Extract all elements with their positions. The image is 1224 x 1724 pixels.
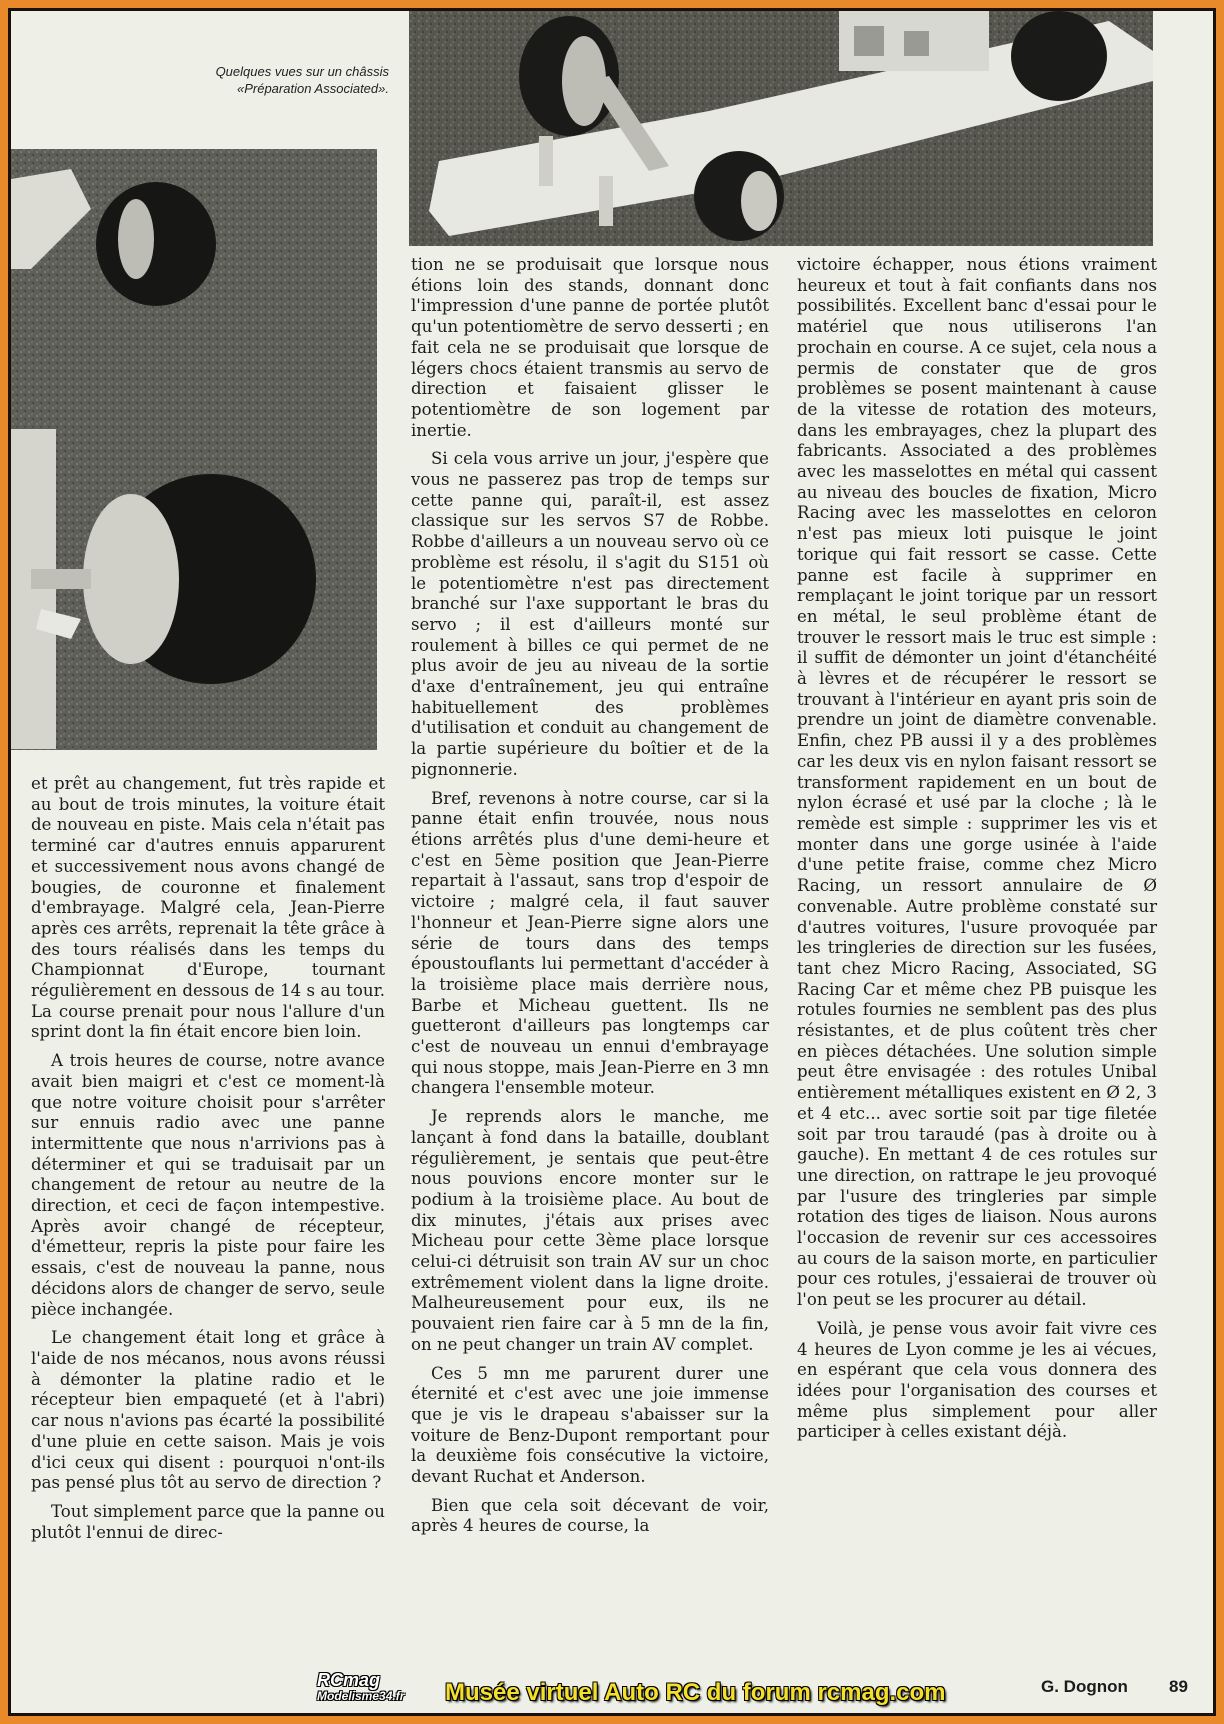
page-number: 89 <box>1169 1677 1188 1696</box>
caption-line-1: Quelques vues sur un châssis <box>215 64 389 79</box>
caption-line-2: «Préparation Associated». <box>236 81 389 96</box>
logo-line-2: Modelisme34.fr <box>317 1689 405 1703</box>
photo-caption <box>141 63 389 97</box>
watermark-logo <box>317 1671 435 1711</box>
column-left <box>31 774 385 1543</box>
paragraph: Bref, revenons à notre course, car si la panne était enfin trouvée, nous nous étions arrêtés plus d'une demi-heure et c'est en 5ème position que Jean-Pierre repartait à l'assaut, sans trop d'espoir de victoire ; malgré cela, il faut sauver l'honneur et Jean-Pierre signe alors une série de tours dans des temps époustouflants lui permettant d'accéder à la troisième place mais derrière nous, Barbe et Micheau guettent. Ils ne guetteront d'ailleurs pas longtemps car c'est de nouveau un ennui d'embrayage qui nous stoppe, mais Jean-Pierre en 3 mn changera l'ensemble moteur. <box>411 788 769 1098</box>
photo-chassis-top <box>409 11 1153 246</box>
paragraph: et prêt au changement, fut très rapide et au bout de trois minutes, la voiture était de nouveau en piste. Mais cela n'était pas terminé car d'autres ennuis apparurent et successivement nous avons changé de bougies, de couronne et finalement d'embrayage. Malgré cela, Jean-Pierre après ces arrêts, reprenait la tête grâce à des tours réalisés dans les temps du Championnat d'Europe, tournant régulièrement en dessous de 14 s au tour. La course prenait pour nous l'allure d'un sprint dont la fin était encore bien loin. <box>31 774 385 1042</box>
paragraph: Ces 5 mn me parurent durer une éternité et c'est avec une joie immense que je vis le drapeau s'abaisser sur la voiture de Benz-Dupont remportant pour la deuxième fois consécutive la victoire, devant Ruchat et Anderson. <box>411 1363 769 1487</box>
paragraph: Si cela vous arrive un jour, j'espère que vous ne passerez pas trop de temps sur cette panne qui, paraît-il, est assez classique sur les servos S7 de Robbe. Robbe d'ailleurs a un nouveau servo où ce problème est résolu, il s'agit du S151 où le potentiomètre n'est pas directement branché sur l'axe supportant le bras du servo ; il est d'ailleurs monté sur roulement à billes ce qui permet de ne plus avoir de jeu au niveau de la sortie d'axe d'entraînement, jeu qui entraîne habituellement des problèmes d'utilisation et conduit au changement de la partie supérieure du boîtier et de la pignonnerie. <box>411 449 769 779</box>
watermark-banner: Musée virtuel Auto RC du forum rcmag.com <box>445 1679 946 1706</box>
paragraph: Le changement était long et grâce à l'aide de nos mécanos, nous avons réussi à démonter la platine radio et le récepteur bien empaqueté (et à l'abri) car nous n'avions pas écarté la possibilité d'une pluie en cette saison. Mais je vois d'ici ceux qui disent : pourquoi n'ont-ils pas pensé plus tôt au servo de direction ? <box>31 1328 385 1493</box>
paragraph: tion ne se produisait que lorsque nous étions loin des stands, donnant donc l'impression d'une panne de portée plutôt qu'un potentiomètre de servo desserti ; en fait cela ne se produisait que lorsque de légers chocs étaient transmis au servo de direction et faisaient glisser le potentiomètre de son logement par inertie. <box>411 255 769 440</box>
paragraph: Voilà, je pense vous avoir fait vivre ces 4 heures de Lyon comme je les ai vécues, en espérant que cela vous donnera des idées pour l'organisation des courses et même plus simplement pour aller participer à celles existant déjà. <box>797 1318 1157 1442</box>
magazine-page <box>8 8 1216 1716</box>
paragraph: A trois heures de course, notre avance avait bien maigri et c'est ce moment-là que notre voiture choisit pour s'arrêter sur ennuis radio avec une panne intermittente que nous n'arrivions pas à déterminer et qui se traduisait par un changement de retour au neutre de la direction, et ceci de façon intempestive. Après avoir changé de récepteur, d'émetteur, repris la piste pour faire les essais, c'est de nouveau la panne, nous décidons alors de changer de servo, seule pièce inchangée. <box>31 1051 385 1319</box>
paragraph: Tout simplement parce que la panne ou plutôt l'ennui de direc- <box>31 1501 385 1542</box>
paragraph: Bien que cela soit décevant de voir, après 4 heures de course, la <box>411 1495 769 1536</box>
paragraph: victoire échapper, nous étions vraiment heureux et tout à fait confiants dans nos possibilités. Excellent banc d'essai pour le matériel que nous utiliserons l'an prochain en course. A ce sujet, cela nous a permis de constater que de gros problèmes se posent maintenant à cause de la vitesse de rotation des moteurs, dans les embrayages, chez la plupart des fabricants. Associated a des problèmes avec les masselottes en métal qui cassent au niveau des boucles de fixation, Micro Racing avec les masselottes en celoron n'est pas mieux loti puisque le joint torique qui fait ressort se casse. Cette panne est facile à supprimer en remplaçant le joint torique par un ressort en métal, le seul problème étant de trouver le ressort mais le truc est simple : il suffit de démonter un joint d'étanchéité à lèvres et de récupérer le ressort se trouvant à l'intérieur en ayant pris soin de prendre un joint de diamètre convenable. Enfin, chez PB aussi il y a des problèmes car les deux vis en nylon faisant ressort se transforment rapidement en un bout de nylon écrasé et usé par la cloche ; là le remède est simple : supprimer les vis et monter dans une gorge usinée à l'aide d'une petite fraise, comme chez Micro Racing, un ressort annulaire de Ø convenable. Autre problème constaté sur d'autres voitures, l'usure provoquée par les tringleries de direction sur les fusées, tant chez Micro Racing, Associated, SG Racing Car et même chez PB puisque les rotules fournies ne semblent pas des plus résistantes, et de plus coûtent très cher en pièces détachées. Une solution simple peut être envisagée : des rotules Unibal entièrement métalliques existent en Ø 2, 3 et 4 etc... avec sortie soit par tige filetée soit par trou taraudé (pas à droite ou à gauche). En mettant 4 de ces rotules sur une direction, on rattrape le jeu provoqué par l'usure des tringleries par simple rotation des tiges de liaison. Nous aurons l'occasion de revenir sur ces accessoires au cours de la saison morte, en particulier pour ces rotules, j'essaierai de trouver où l'on peut se les procurer au détail. <box>797 255 1157 1310</box>
author-signature: G. Dognon <box>1041 1677 1128 1696</box>
paragraph: Je reprends alors le manche, me lançant à fond dans la bataille, doublant régulièrement, je sentais que peut-être nous pouvions encore monter sur le podium à la troisième place. Au bout de dix minutes, j'étais aux prises avec Micheau pour cette 3ème place lorsque celui-ci détruisit son train AV sur un choc extrêmement violent dans la ligne droite. Malheureusement pour eux, ils ne pouvaient rien faire car à 5 mn de la fin, on ne peut changer un train AV complet. <box>411 1107 769 1354</box>
column-middle <box>411 255 769 1537</box>
column-right <box>797 255 1157 1443</box>
photo-chassis-side <box>11 149 377 750</box>
logo-line-1: RCmag <box>317 1670 381 1690</box>
